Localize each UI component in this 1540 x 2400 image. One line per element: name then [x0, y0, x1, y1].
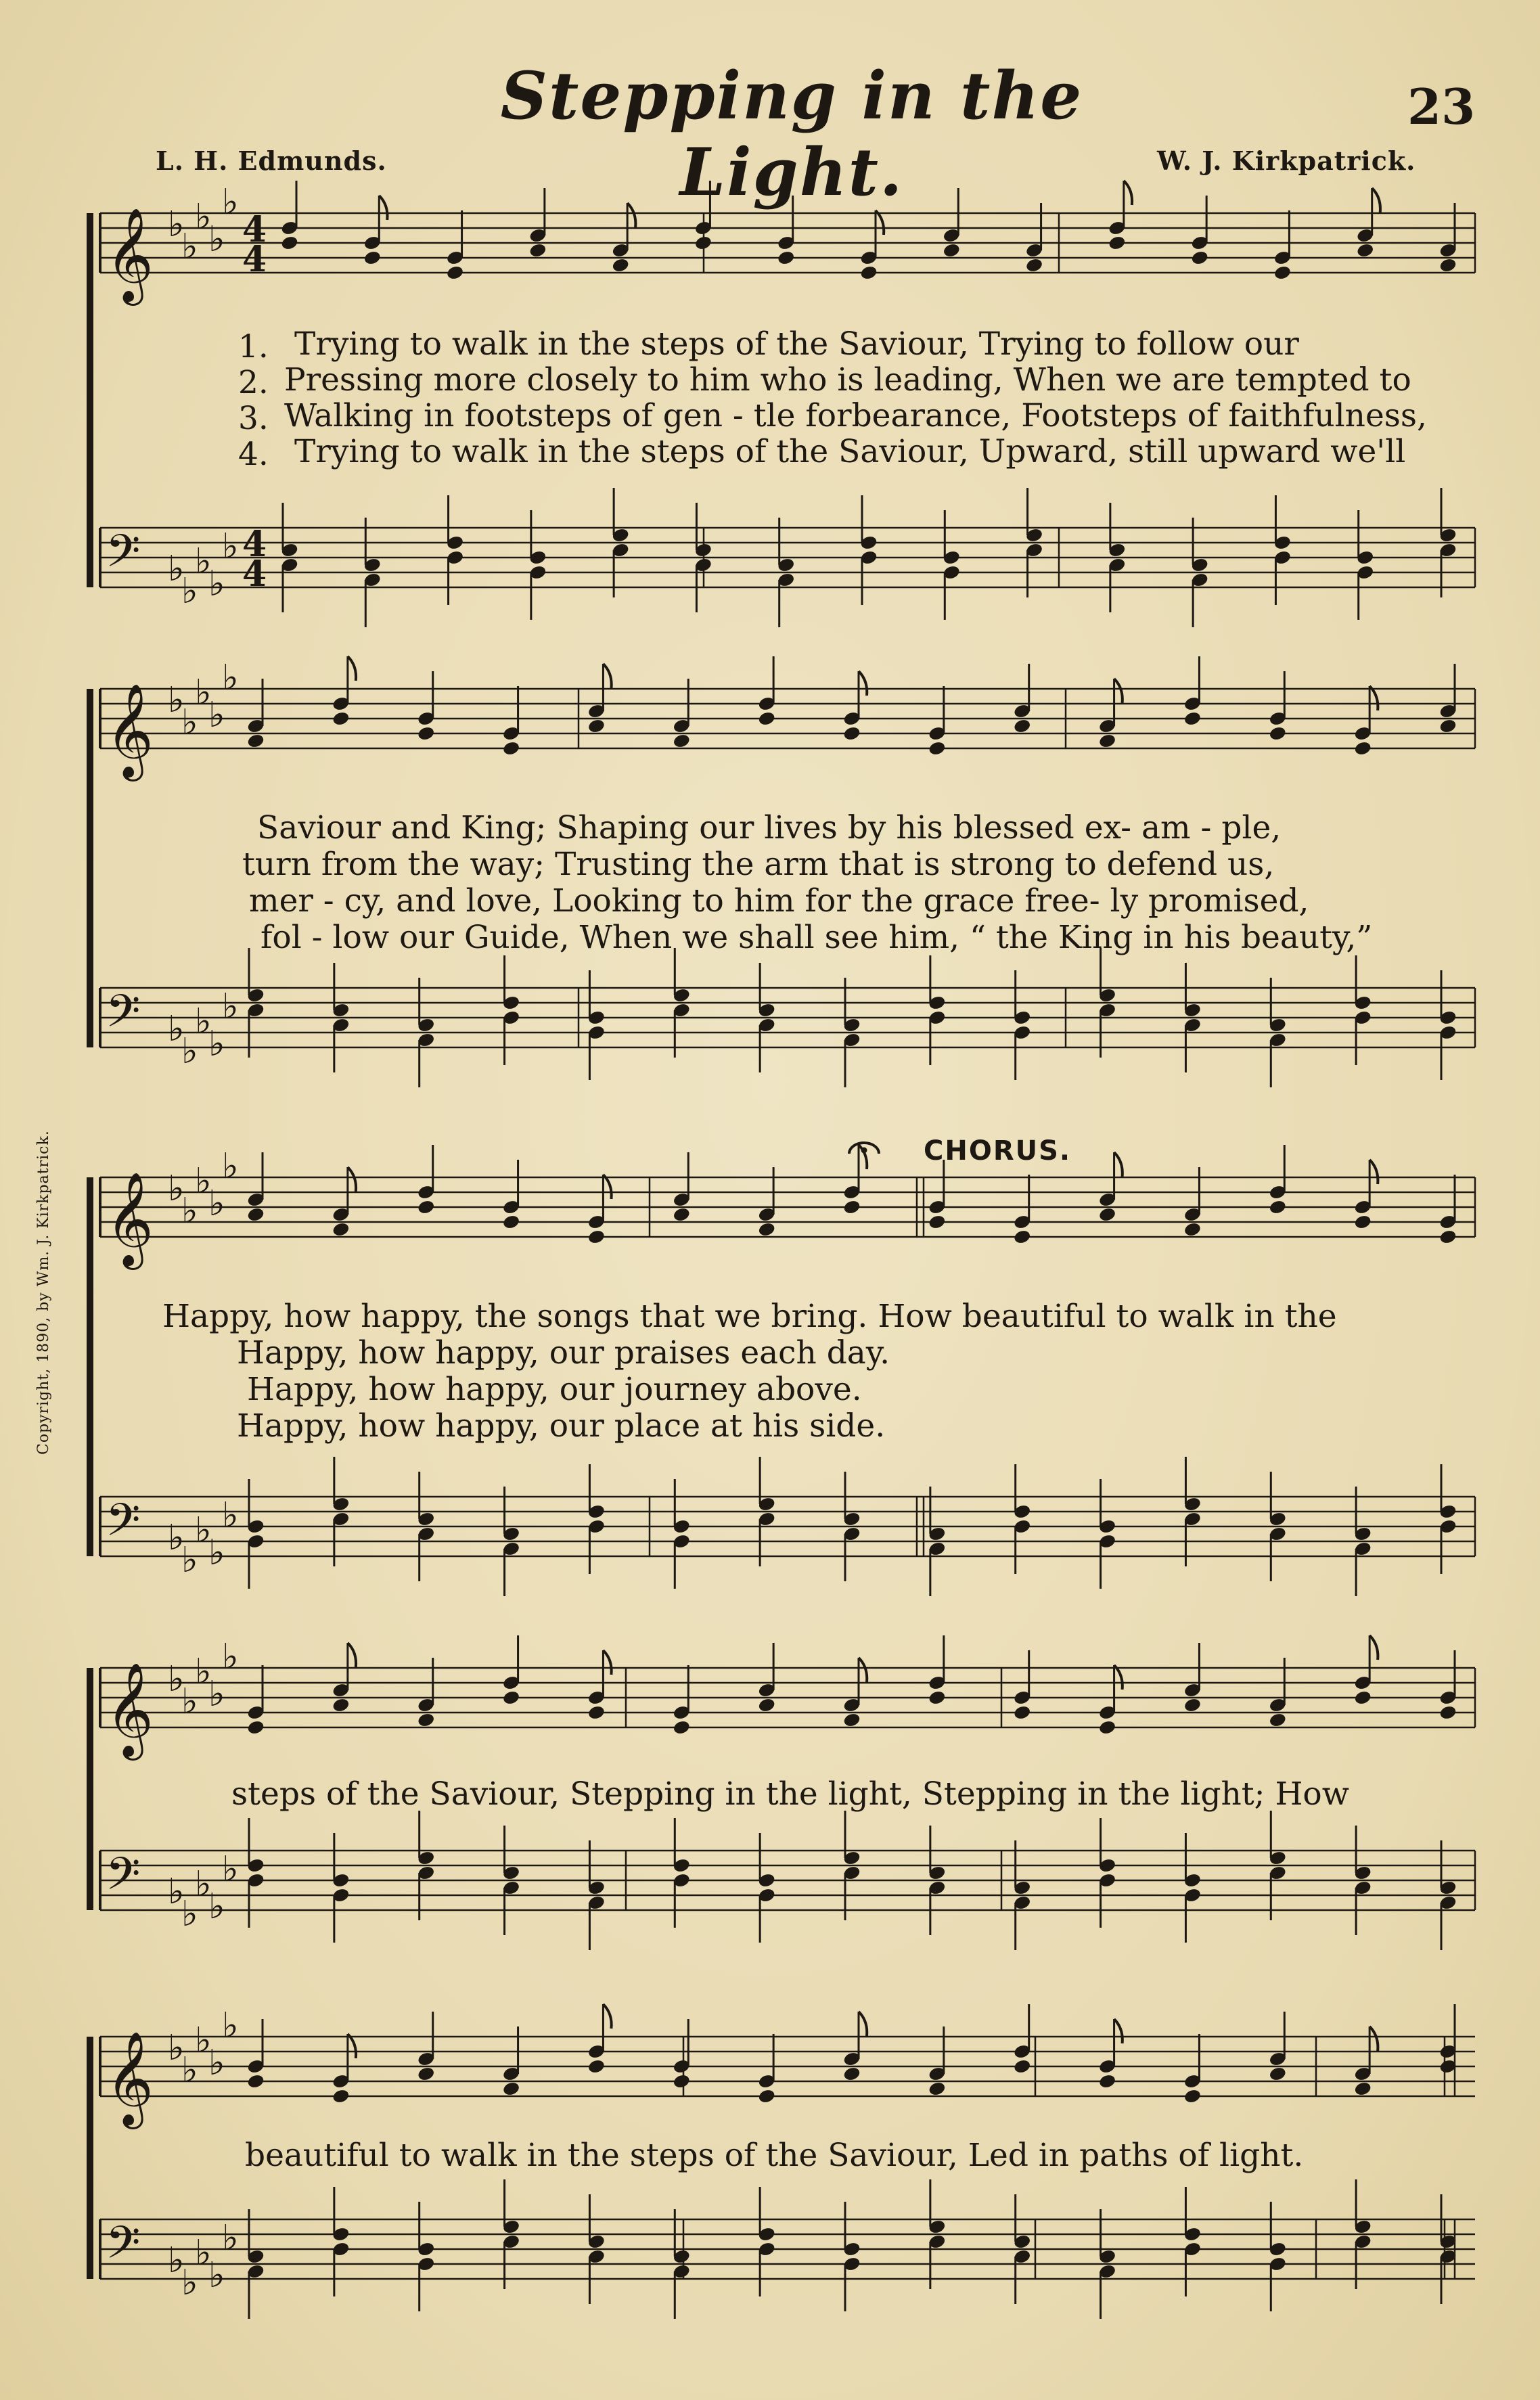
- chorus-line-3: Happy, how happy, our journey above.: [247, 1371, 862, 1408]
- flat-sign: ♭: [222, 1495, 239, 1536]
- notehead: [843, 726, 861, 742]
- notehead: [758, 1222, 775, 1238]
- note-flag: [603, 1650, 611, 1675]
- flat-sign: ♭: [168, 204, 185, 245]
- flat-sign: ♭: [222, 2218, 239, 2259]
- flat-sign: ♭: [222, 2006, 239, 2046]
- flat-sign: ♭: [181, 702, 198, 743]
- notehead: [943, 243, 960, 258]
- chorus-line-6: beautiful to walk in the steps of the Saviour, Led in paths of light.: [245, 2137, 1304, 2174]
- flat-sign: ♭: [195, 1001, 212, 1042]
- verse-4-line-2: fol - low our Guide, When we shall see him, “ the King in his beauty,”: [261, 919, 1373, 956]
- notehead: [1098, 1720, 1116, 1736]
- flat-sign: ♭: [208, 1024, 225, 1064]
- notehead: [928, 2081, 946, 2097]
- time-signature-digit: 4: [242, 524, 267, 565]
- notehead: [587, 2059, 605, 2075]
- notehead: [502, 741, 520, 756]
- flat-sign: ♭: [222, 182, 239, 223]
- flat-sign: ♭: [195, 2233, 212, 2273]
- notehead: [1354, 1690, 1372, 1706]
- flat-sign: ♭: [195, 1652, 212, 1692]
- treble-clef: 𝄞: [106, 208, 154, 302]
- notehead: [502, 2081, 520, 2097]
- notehead: [1439, 258, 1457, 273]
- notehead: [928, 1215, 946, 1230]
- flat-sign: ♭: [195, 197, 212, 237]
- note-flag: [1369, 1635, 1378, 1660]
- notehead: [843, 2066, 861, 2082]
- flat-sign: ♭: [168, 1518, 185, 1558]
- flat-sign: ♭: [168, 1009, 185, 1049]
- notehead: [928, 1690, 946, 1706]
- notehead: [673, 1207, 690, 1223]
- notehead: [843, 1200, 861, 1215]
- notehead: [1269, 1200, 1286, 1215]
- note-flag: [1114, 1665, 1123, 1690]
- note-flag: [1369, 686, 1378, 710]
- chorus-label: CHORUS.: [924, 1135, 1072, 1167]
- notehead: [502, 1215, 520, 1230]
- notehead: [1269, 2066, 1286, 2082]
- note-flag: [348, 1643, 356, 1667]
- chorus-line-5: steps of the Saviour, Stepping in the light, Stepping in the light; How: [231, 1775, 1349, 1813]
- verse-4-line-1: Trying to walk in the steps of the Saviour, Upward, still upward we'll: [294, 433, 1406, 470]
- flat-sign: ♭: [208, 1533, 225, 1573]
- flat-sign: ♭: [222, 1637, 239, 1677]
- notehead: [1098, 2074, 1116, 2089]
- fermata-dot: [861, 1148, 867, 1153]
- notehead: [1025, 258, 1043, 273]
- flat-sign: ♭: [168, 1872, 185, 1912]
- notehead: [860, 265, 878, 281]
- notehead: [1183, 711, 1201, 727]
- notehead: [673, 733, 690, 749]
- bass-clef: 𝄢: [106, 525, 141, 588]
- notehead: [247, 2074, 265, 2089]
- notehead: [417, 1200, 435, 1215]
- lyricist-credit: L. H. Edmunds.: [156, 145, 387, 176]
- notehead: [694, 235, 712, 251]
- notehead: [1014, 1705, 1031, 1721]
- notehead: [1269, 726, 1286, 742]
- notehead: [247, 1207, 265, 1223]
- notehead: [247, 1720, 265, 1736]
- flat-sign: ♭: [208, 1886, 225, 1927]
- time-signature-digit: 4: [242, 553, 267, 595]
- bass-clef: 𝄢: [106, 1848, 141, 1911]
- bass-clef: 𝄢: [106, 985, 141, 1048]
- notehead: [1183, 1698, 1201, 1713]
- note-flag: [1114, 2019, 1123, 2043]
- flat-sign: ♭: [168, 1659, 185, 1700]
- note-flag: [603, 664, 611, 688]
- flat-sign: ♭: [222, 987, 239, 1027]
- treble-clef: 𝄞: [106, 1172, 154, 1266]
- verse-1-line-1: Trying to walk in the steps of the Saviour, Trying to follow our: [294, 325, 1299, 363]
- notehead: [332, 1222, 350, 1238]
- notehead: [673, 1720, 690, 1736]
- notehead: [612, 258, 629, 273]
- flat-sign: ♭: [208, 1674, 225, 1715]
- note-flag: [379, 196, 387, 220]
- note-flag: [859, 2012, 867, 2036]
- notehead: [332, 1698, 350, 1713]
- note-flag: [1114, 1152, 1123, 1177]
- notehead: [529, 243, 547, 258]
- notehead: [1191, 250, 1208, 266]
- notehead: [1354, 2081, 1372, 2097]
- flat-sign: ♭: [181, 1894, 198, 1934]
- flat-sign: ♭: [168, 2240, 185, 2281]
- notehead: [417, 2066, 435, 2082]
- notehead: [1354, 741, 1372, 756]
- note-flag: [876, 210, 884, 235]
- time-signature-digit: 4: [242, 209, 267, 250]
- verse-3-line-2: mer - cy, and love, Looking to him for the grace free- ly promised,: [249, 882, 1309, 920]
- note-flag: [603, 1175, 611, 1199]
- treble-clef: 𝄞: [106, 683, 154, 777]
- notehead: [1014, 1229, 1031, 1245]
- flat-sign: ♭: [222, 1146, 239, 1187]
- notehead: [1098, 1207, 1116, 1223]
- notehead: [777, 250, 795, 266]
- flat-sign: ♭: [208, 1183, 225, 1224]
- flat-sign: ♭: [181, 1540, 198, 1581]
- chorus-line-4: Happy, how happy, our place at his side.: [237, 1407, 886, 1445]
- verse-2-line-1: Pressing more closely to him who is leading, When we are tempted to: [284, 361, 1411, 399]
- verse-2-number: 2.: [238, 364, 269, 401]
- note-flag: [859, 1658, 867, 1682]
- flat-sign: ♭: [222, 658, 239, 698]
- note-flag: [859, 671, 867, 696]
- note-flag: [1124, 181, 1132, 205]
- note-flag: [1114, 679, 1123, 703]
- treble-clef: 𝄞: [106, 1662, 154, 1757]
- flat-sign: ♭: [208, 2255, 225, 2296]
- verse-3-line-1: Walking in footsteps of gen - tle forbearance, Footsteps of faithfulness,: [284, 397, 1427, 434]
- notehead: [673, 2074, 690, 2089]
- notehead: [1098, 733, 1116, 749]
- bass-clef: 𝄢: [106, 1494, 141, 1557]
- notehead: [417, 1713, 435, 1728]
- flat-sign: ♭: [208, 564, 225, 604]
- notehead: [446, 265, 463, 281]
- flat-sign: ♭: [195, 1161, 212, 1202]
- copyright-notice: Copyright, 1890, by Wm. J. Kirkpatrick.: [35, 1130, 52, 1455]
- notehead: [281, 235, 298, 251]
- flat-sign: ♭: [181, 1681, 198, 1722]
- flat-sign: ♭: [181, 1031, 198, 1072]
- notehead: [1183, 2089, 1201, 2104]
- notehead: [1439, 719, 1457, 734]
- note-flag: [627, 203, 635, 227]
- note-flag: [348, 2034, 356, 2058]
- notehead: [502, 1690, 520, 1706]
- chorus-line-1: Happy, how happy, the songs that we bring. How beautiful to walk in the: [162, 1298, 1337, 1335]
- notehead: [417, 726, 435, 742]
- flat-sign: ♭: [168, 549, 185, 589]
- flat-sign: ♭: [195, 1510, 212, 1551]
- note-flag: [603, 2004, 611, 2029]
- treble-clef: 𝄞: [106, 2031, 154, 2125]
- notehead: [758, 1698, 775, 1713]
- flat-sign: ♭: [181, 2050, 198, 2091]
- song-title: Stepping in the Light.: [500, 58, 1083, 210]
- flat-sign: ♭: [195, 2020, 212, 2061]
- flat-sign: ♭: [208, 695, 225, 735]
- notehead: [928, 741, 946, 756]
- flat-sign: ♭: [195, 1864, 212, 1905]
- notehead: [1439, 1705, 1457, 1721]
- flat-sign: ♭: [168, 680, 185, 721]
- flat-sign: ♭: [168, 1169, 185, 1209]
- chorus-line-2: Happy, how happy, our praises each day.: [237, 1334, 890, 1372]
- notehead: [587, 1229, 605, 1245]
- notehead: [1014, 2059, 1031, 2075]
- composer-credit: W. J. Kirkpatrick.: [1157, 145, 1416, 176]
- note-flag: [1369, 1160, 1378, 1184]
- notehead: [587, 719, 605, 734]
- flat-sign: ♭: [181, 1191, 198, 1231]
- notehead: [247, 733, 265, 749]
- verse-3-number: 3.: [238, 400, 269, 437]
- flat-sign: ♭: [181, 2263, 198, 2303]
- flat-sign: ♭: [208, 219, 225, 260]
- notehead: [758, 2089, 775, 2104]
- notehead: [587, 1705, 605, 1721]
- verse-4-number: 4.: [238, 436, 269, 473]
- notehead: [1354, 1215, 1372, 1230]
- flat-sign: ♭: [195, 541, 212, 582]
- notehead: [332, 2089, 350, 2104]
- flat-sign: ♭: [222, 1849, 239, 1890]
- verse-1-number: 1.: [238, 328, 269, 365]
- flat-sign: ♭: [222, 526, 239, 567]
- flat-sign: ♭: [168, 2028, 185, 2068]
- time-signature-digit: 4: [242, 239, 267, 280]
- notehead: [1439, 1229, 1457, 1245]
- verse-2-line-2: turn from the way; Trusting the arm that is strong to defend us,: [242, 846, 1275, 883]
- notehead: [1269, 1713, 1286, 1728]
- verse-1-line-2: Saviour and King; Shaping our lives by his blessed ex- am - ple,: [257, 809, 1282, 846]
- notehead: [1357, 243, 1374, 258]
- flat-sign: ♭: [181, 227, 198, 267]
- notehead: [758, 711, 775, 727]
- bass-clef: 𝄢: [106, 2217, 141, 2280]
- notehead: [1183, 1222, 1201, 1238]
- notehead: [843, 1713, 861, 1728]
- notehead: [1273, 265, 1291, 281]
- note-flag: [1372, 188, 1380, 212]
- notehead: [332, 711, 350, 727]
- notehead: [1014, 719, 1031, 734]
- flat-sign: ♭: [181, 571, 198, 612]
- notehead: [1108, 235, 1126, 251]
- notehead: [363, 250, 381, 266]
- note-flag: [348, 656, 356, 681]
- flat-sign: ♭: [208, 2043, 225, 2083]
- note-flag: [348, 1167, 356, 1192]
- page-number: 23: [1407, 78, 1476, 135]
- flat-sign: ♭: [195, 673, 212, 713]
- note-flag: [1369, 2027, 1378, 2051]
